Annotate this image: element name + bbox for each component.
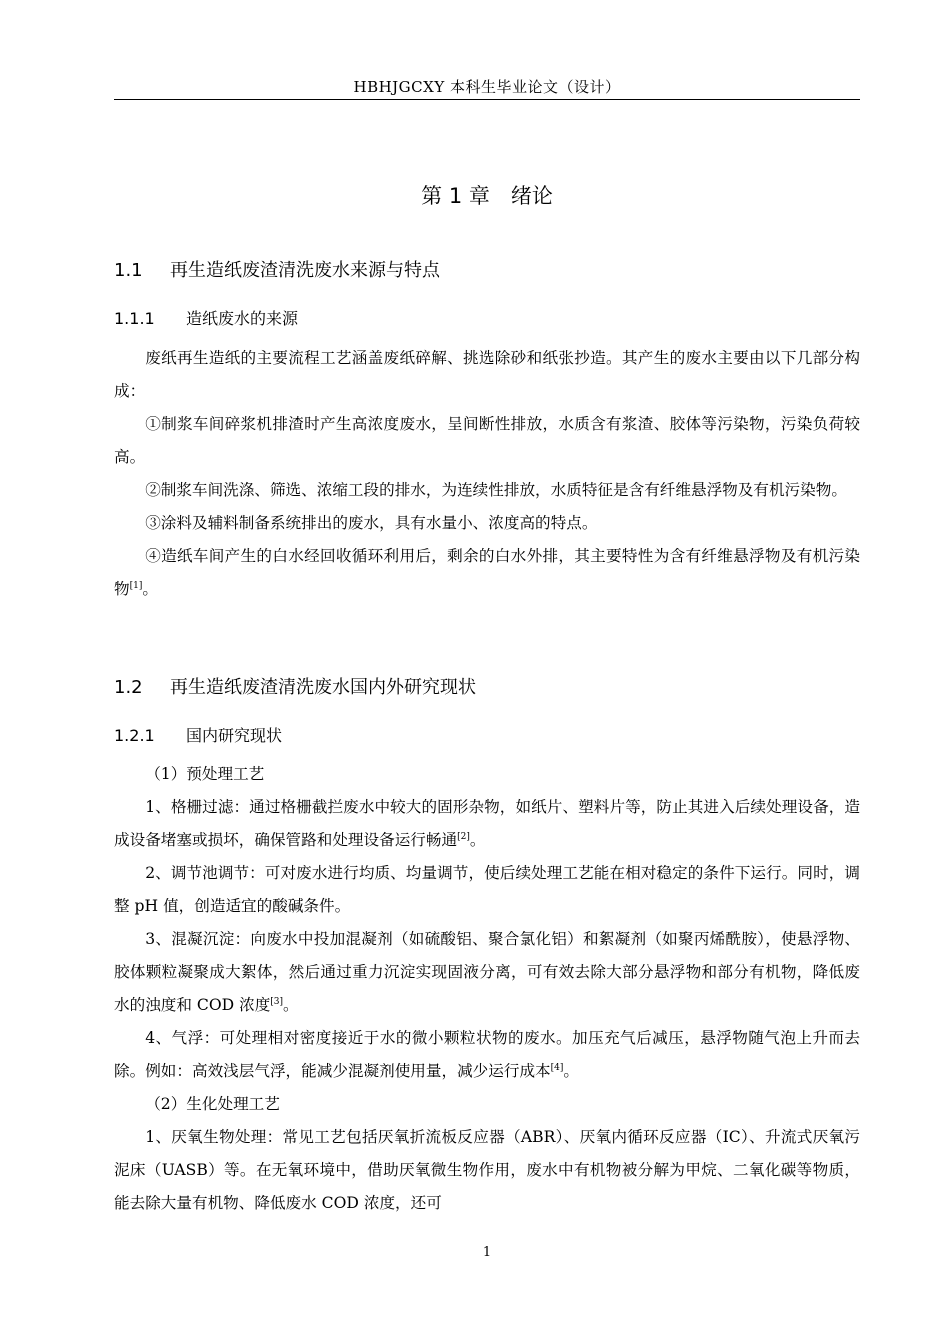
section-title: 再生造纸废渣清洗废水来源与特点 bbox=[170, 260, 440, 281]
subsection-number: 1.1.1 bbox=[114, 309, 155, 328]
body-block-2 bbox=[114, 758, 860, 1220]
paragraph: 废纸再生造纸的主要流程工艺涵盖废纸碎解、挑选除砂和纸张抄造。其产生的废水主要由以下几部分构成： bbox=[114, 349, 860, 400]
page-number: 1 bbox=[482, 1245, 492, 1260]
citation-ref: [2] bbox=[457, 831, 470, 842]
header-rule bbox=[114, 99, 860, 100]
running-header: HBHJGCXY 本科生毕业论文（设计） bbox=[353, 78, 621, 96]
subsection-heading-1-1-1 bbox=[114, 306, 298, 329]
paragraph: ④造纸车间产生的白水经回收循环利用后，剩余的白水外排，其主要特性为含有纤维悬浮物及有机污染物[1]。 bbox=[114, 547, 860, 598]
citation-ref: [4] bbox=[550, 1062, 564, 1073]
section-heading-1-2 bbox=[114, 673, 476, 699]
subsection-title: 造纸废水的来源 bbox=[186, 309, 299, 328]
subsection-title: 国内研究现状 bbox=[186, 726, 283, 745]
paragraph: ②制浆车间洗涤、筛选、浓缩工段的排水，为连续性排放，水质特征是含有纤维悬浮物及有机污染物。 bbox=[145, 481, 847, 499]
paragraph: （1）预处理工艺 bbox=[145, 765, 265, 783]
paragraph: ①制浆车间碎浆机排渣时产生高浓度废水，呈间断性排放，水质含有浆渣、胶体等污染物，污染负荷较高。 bbox=[114, 415, 860, 466]
chapter-title: 第 1 章 绪论 bbox=[421, 184, 553, 208]
paragraph: 3、混凝沉淀：向废水中投加混凝剂（如硫酸铝、聚合氯化铝）和絮凝剂（如聚丙烯酰胺），使悬浮物、胶体颗粒凝聚成大絮体，然后通过重力沉淀实现固液分离，可有效去除大部分悬浮物和部分有机物，降低废水的浊度和 COD 浓度[3]。 bbox=[114, 930, 860, 1014]
subsection-number: 1.2.1 bbox=[114, 726, 155, 745]
section-heading-1-1 bbox=[114, 256, 440, 282]
citation-ref: [3] bbox=[270, 996, 284, 1007]
section-number: 1.2 bbox=[114, 677, 143, 698]
paragraph: 2、调节池调节：可对废水进行均质、均量调节，使后续处理工艺能在相对稳定的条件下运行。同时，调整 pH 值，创造适宜的酸碱条件。 bbox=[114, 864, 860, 915]
paragraph: 4、气浮：可处理相对密度接近于水的微小颗粒状物的废水。加压充气后减压，悬浮物随气泡上升而去除。例如：高效浅层气浮，能减少混凝剂使用量，减少运行成本[4]。 bbox=[114, 1029, 860, 1080]
paragraph: （2）生化处理工艺 bbox=[145, 1095, 280, 1113]
subsection-heading-1-2-1 bbox=[114, 723, 282, 746]
citation-ref: [1] bbox=[129, 580, 143, 591]
section-number: 1.1 bbox=[114, 260, 143, 281]
paragraph: ③涂料及辅料制备系统排出的废水，具有水量小、浓度高的特点。 bbox=[145, 514, 598, 532]
section-title: 再生造纸废渣清洗废水国内外研究现状 bbox=[170, 677, 476, 698]
paragraph: 1、格栅过滤：通过格栅截拦废水中较大的固形杂物，如纸片、塑料片等，防止其进入后续处理设备，造成设备堵塞或损坏，确保管路和处理设备运行畅通[2]。 bbox=[114, 798, 860, 849]
body-block-1 bbox=[114, 342, 860, 606]
paragraph: 1、厌氧生物处理：常见工艺包括厌氧折流板反应器（ABR）、厌氧内循环反应器（IC）、升流式厌氧污泥床（UASB）等。在无氧环境中，借助厌氧微生物作用，废水中有机物被分解为甲烷、二氧化碳等物质，能去除大量有机物、降低废水 COD 浓度，还可 bbox=[114, 1128, 860, 1212]
